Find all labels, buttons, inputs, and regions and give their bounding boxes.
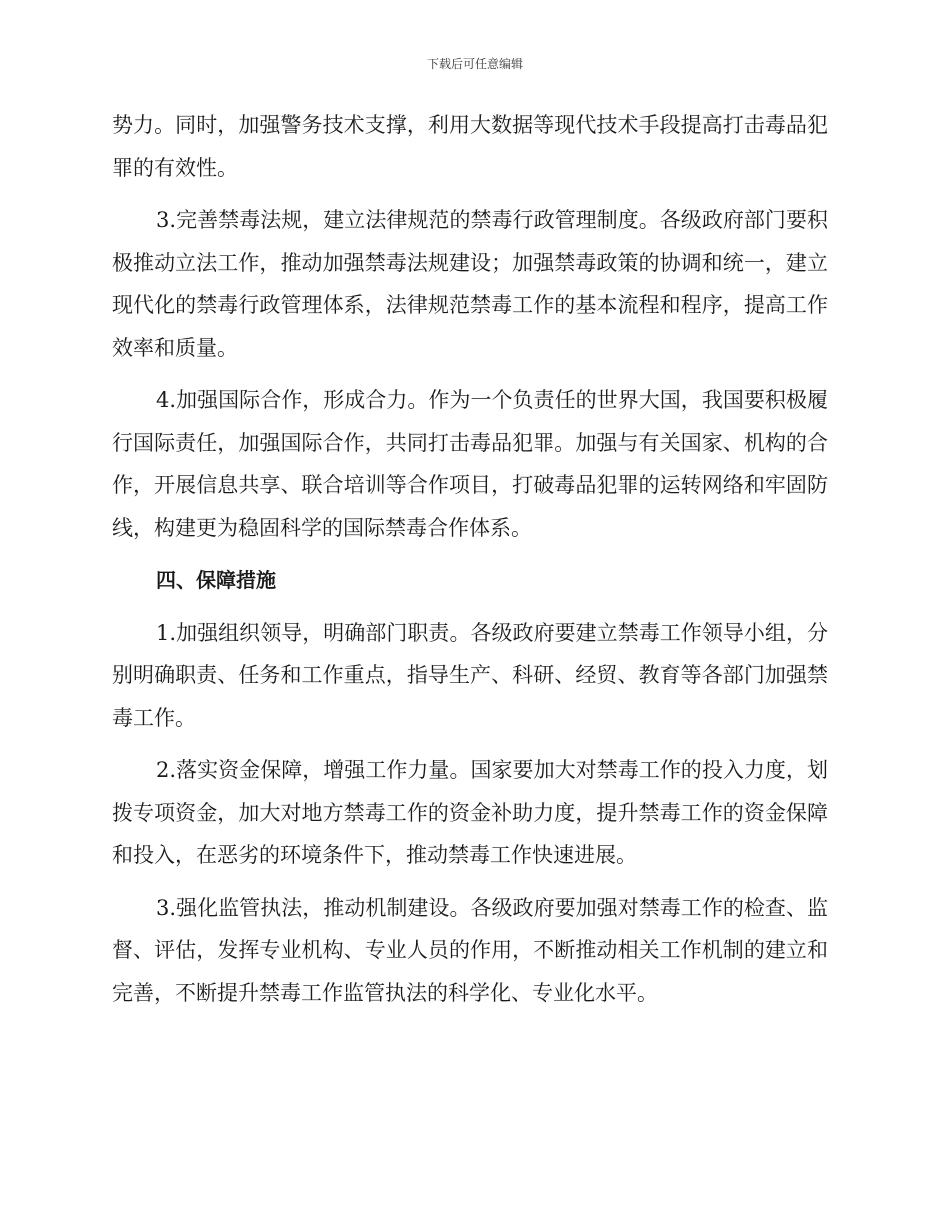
document-body <box>112 104 828 1024</box>
paragraph-continuation: 势力。同时，加强警务技术支撑，利用大数据等现代技术手段提高打击毒品犯罪的有效性。 <box>112 113 828 180</box>
measure-item-1: 1.加强组织领导，明确部门职责。各级政府要建立禁毒工作领导小组，分别明确职责、任务和工作重点，指导生产、科研、经贸、教育等各部门加强禁毒工作。 <box>112 620 828 730</box>
paragraph-item-4: 4.加强国际合作，形成合力。作为一个负责任的世界大国，我国要积极履行国际责任，加强国际合作，共同打击毒品犯罪。加强与有关国家、机构的合作，开展信息共享、联合培训等合作项目，打破毒品犯罪的运转网络和牢固防线，构建更为稳固科学的国际禁毒合作体系。 <box>112 388 828 540</box>
paragraph-item-3: 3.完善禁毒法规，建立法律规范的禁毒行政管理制度。各级政府部门要积极推动立法工作，推动加强禁毒法规建设；加强禁毒政策的协调和统一，建立现代化的禁毒行政管理体系，法律规范禁毒工作的基本流程和程序，提高工作效率和质量。 <box>112 208 828 360</box>
measure-item-2: 2.落实资金保障，增强工作力量。国家要加大对禁毒工作的投入力度，划拨专项资金，加大对地方禁毒工作的资金补助力度，提升禁毒工作的资金保障和投入，在恶劣的环境条件下，推动禁毒工作快速进展。 <box>112 758 828 867</box>
page-header: 下载后可任意编辑 <box>426 57 523 71</box>
measure-item-3: 3.强化监管执法，推动机制建设。各级政府要加强对禁毒工作的检查、监督、评估，发挥专业机构、专业人员的作用，不断推动相关工作机制的建立和完善，不断提升禁毒工作监管执法的科学化、专业化水平。 <box>112 895 828 1005</box>
section-heading: 四、保障措施 <box>156 568 276 592</box>
